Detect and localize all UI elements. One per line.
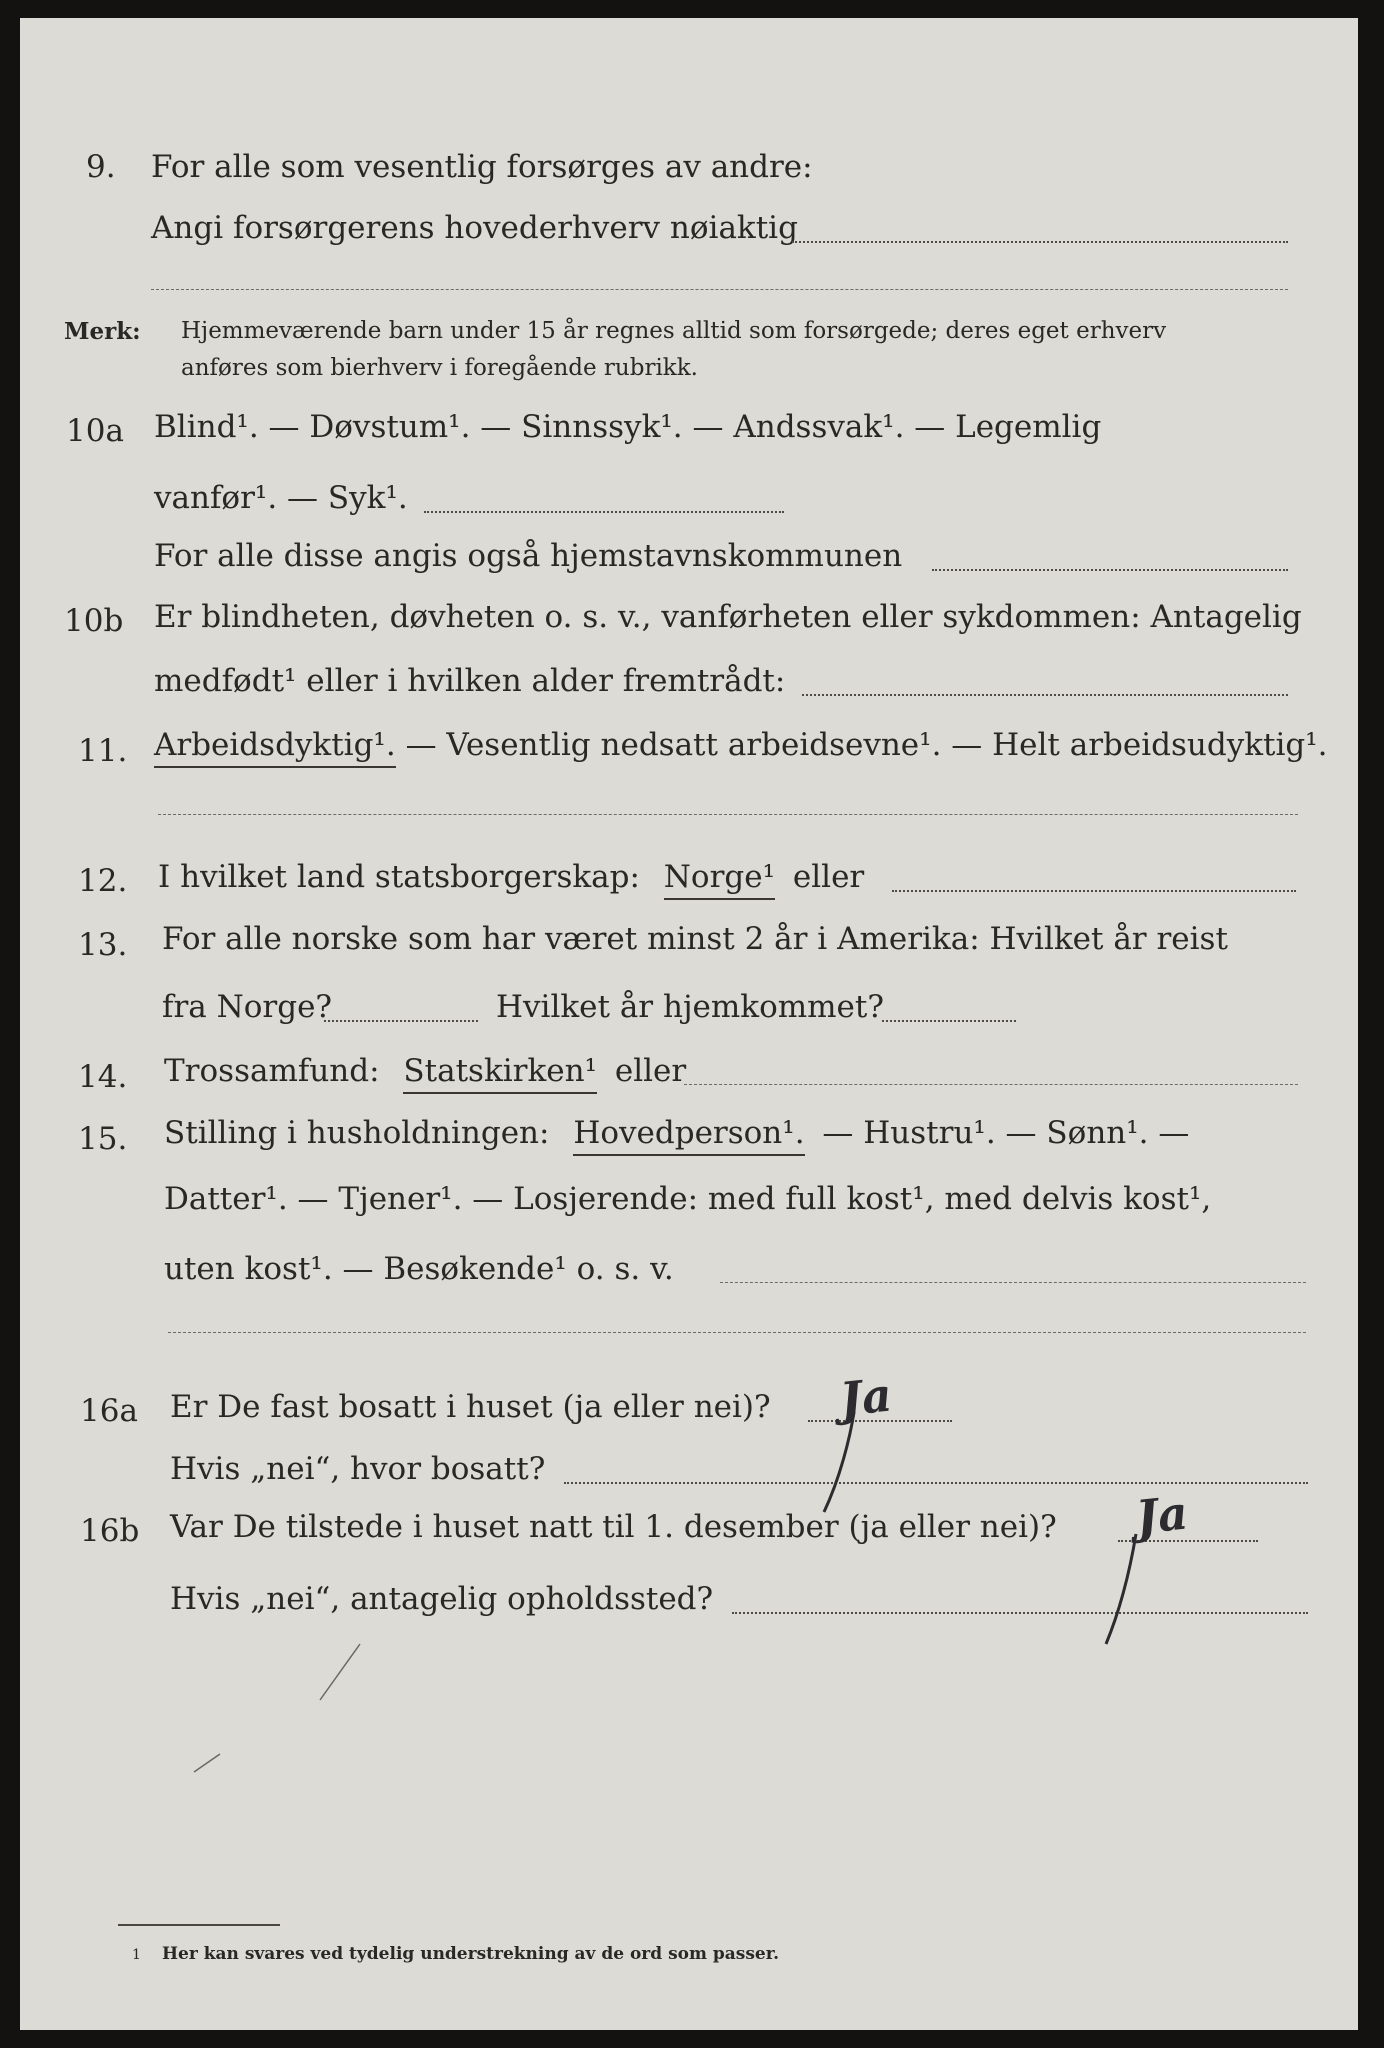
q13-returned: Hvilket år hjemkommet? bbox=[496, 989, 884, 1025]
q13-year-returned-line bbox=[882, 1020, 1016, 1022]
q10b-question-cont: medfødt¹ eller i hvilken alder fremtrådt: bbox=[154, 663, 786, 699]
q16a-followup-line bbox=[564, 1482, 1308, 1484]
footnote-rule bbox=[118, 1924, 280, 1926]
q10b-answer-line bbox=[802, 694, 1288, 696]
footnote-text: Her kan svares ved tydelig understrekning av de ord som passer. bbox=[162, 1944, 780, 1964]
q14-selected-option: Statskirken¹ bbox=[403, 1053, 597, 1094]
q16a-question: Er De fast bosatt i huset (ja eller nei)? bbox=[170, 1389, 771, 1425]
q10a-options: Blind¹. — Døvstum¹. — Sinnssyk¹. — Andssvak¹. — Legemlig bbox=[154, 409, 1102, 445]
q12-answer-line bbox=[892, 890, 1296, 892]
note-text-line-1: Hjemmeværende barn under 15 år regnes alltid som forsørgede; deres eget erhverv bbox=[181, 318, 1167, 344]
census-form-page bbox=[20, 18, 1358, 2030]
q16a-followup: Hvis „nei“, hvor bosatt? bbox=[170, 1451, 546, 1487]
q16a-handwritten-answer: Ja bbox=[837, 1367, 895, 1427]
q14-question bbox=[164, 1053, 687, 1089]
q11-selected-option: Arbeidsdyktig¹. bbox=[154, 727, 396, 768]
q16b-question: Var De tilstede i huset natt til 1. desember (ja eller nei)? bbox=[170, 1509, 1057, 1545]
q15-answer-line-2 bbox=[168, 1332, 1306, 1333]
q16b-followup-line bbox=[732, 1612, 1308, 1614]
item-number-16a: 16a bbox=[80, 1393, 138, 1429]
q13-year-left-line bbox=[324, 1020, 478, 1022]
q11-options bbox=[154, 727, 1328, 763]
footnote-marker: 1 bbox=[132, 1947, 141, 1963]
q15-options-line-3: uten kost¹. — Besøkende¹ o. s. v. bbox=[164, 1251, 674, 1287]
q9-question: For alle som vesentlig forsørges av andre: bbox=[151, 149, 813, 185]
item-number-16b: 16b bbox=[80, 1513, 140, 1549]
q15-options-line-2: Datter¹. — Tjener¹. — Losjerende: med full kost¹, med delvis kost¹, bbox=[164, 1181, 1212, 1217]
q11-answer-line bbox=[158, 814, 1298, 815]
q15-selected-option: Hovedperson¹. bbox=[573, 1115, 804, 1156]
item-number-9: 9. bbox=[86, 149, 116, 185]
q12-or: eller bbox=[792, 859, 865, 895]
item-number-15: 15. bbox=[78, 1121, 128, 1157]
q16a-pen-stroke bbox=[810, 1408, 870, 1518]
q14-or: eller bbox=[614, 1053, 687, 1089]
q9-instruction: Angi forsørgerens hovederhverv nøiaktig bbox=[151, 210, 798, 246]
q10a-home-line bbox=[932, 569, 1288, 571]
note-label: Merk: bbox=[64, 318, 141, 345]
q10b-question: Er blindheten, døvheten o. s. v., vanførheten eller sykdommen: Antagelig bbox=[154, 599, 1302, 635]
q16b-handwritten-answer: Ja bbox=[1133, 1485, 1191, 1545]
stray-pencil-mark-2 bbox=[186, 1748, 226, 1778]
q14-answer-line bbox=[684, 1084, 1298, 1085]
q14-label: Trossamfund: bbox=[164, 1053, 380, 1089]
q9-answer-line bbox=[792, 241, 1288, 243]
q9-answer-line-2 bbox=[151, 289, 1288, 290]
item-number-12: 12. bbox=[78, 863, 128, 899]
item-number-14: 14. bbox=[78, 1059, 128, 1095]
q12-question bbox=[158, 859, 865, 895]
item-number-11: 11. bbox=[78, 733, 128, 769]
q13-left-from-norway: fra Norge? bbox=[162, 989, 333, 1025]
q13-question: For alle norske som har været minst 2 år i Amerika: Hvilket år reist bbox=[162, 921, 1228, 957]
q15-other-options: — Hustru¹. — Sønn¹. — bbox=[822, 1115, 1190, 1151]
q10a-instruction: For alle disse angis også hjemstavnskommunen bbox=[154, 538, 903, 574]
stray-pencil-mark bbox=[310, 1638, 370, 1708]
q10a-answer-line bbox=[424, 511, 784, 513]
q16b-pen-stroke bbox=[1090, 1530, 1150, 1650]
q15-label: Stilling i husholdningen: bbox=[164, 1115, 550, 1151]
q12-label: I hvilket land statsborgerskap: bbox=[158, 859, 640, 895]
item-number-10b: 10b bbox=[64, 603, 124, 639]
q11-other-options: — Vesentlig nedsatt arbeidsevne¹. — Helt arbeidsudyktig¹. bbox=[405, 727, 1328, 763]
q12-selected-option: Norge¹ bbox=[664, 859, 775, 900]
item-number-13: 13. bbox=[78, 927, 128, 963]
item-number-10a: 10a bbox=[66, 413, 124, 449]
q15-answer-line bbox=[720, 1282, 1306, 1283]
q10a-options-cont: vanfør¹. — Syk¹. bbox=[154, 480, 408, 516]
note-text-line-2: anføres som bierhverv i foregående rubrikk. bbox=[181, 355, 698, 381]
q15-question bbox=[164, 1115, 1190, 1151]
q16b-followup: Hvis „nei“, antagelig opholdssted? bbox=[170, 1581, 714, 1617]
